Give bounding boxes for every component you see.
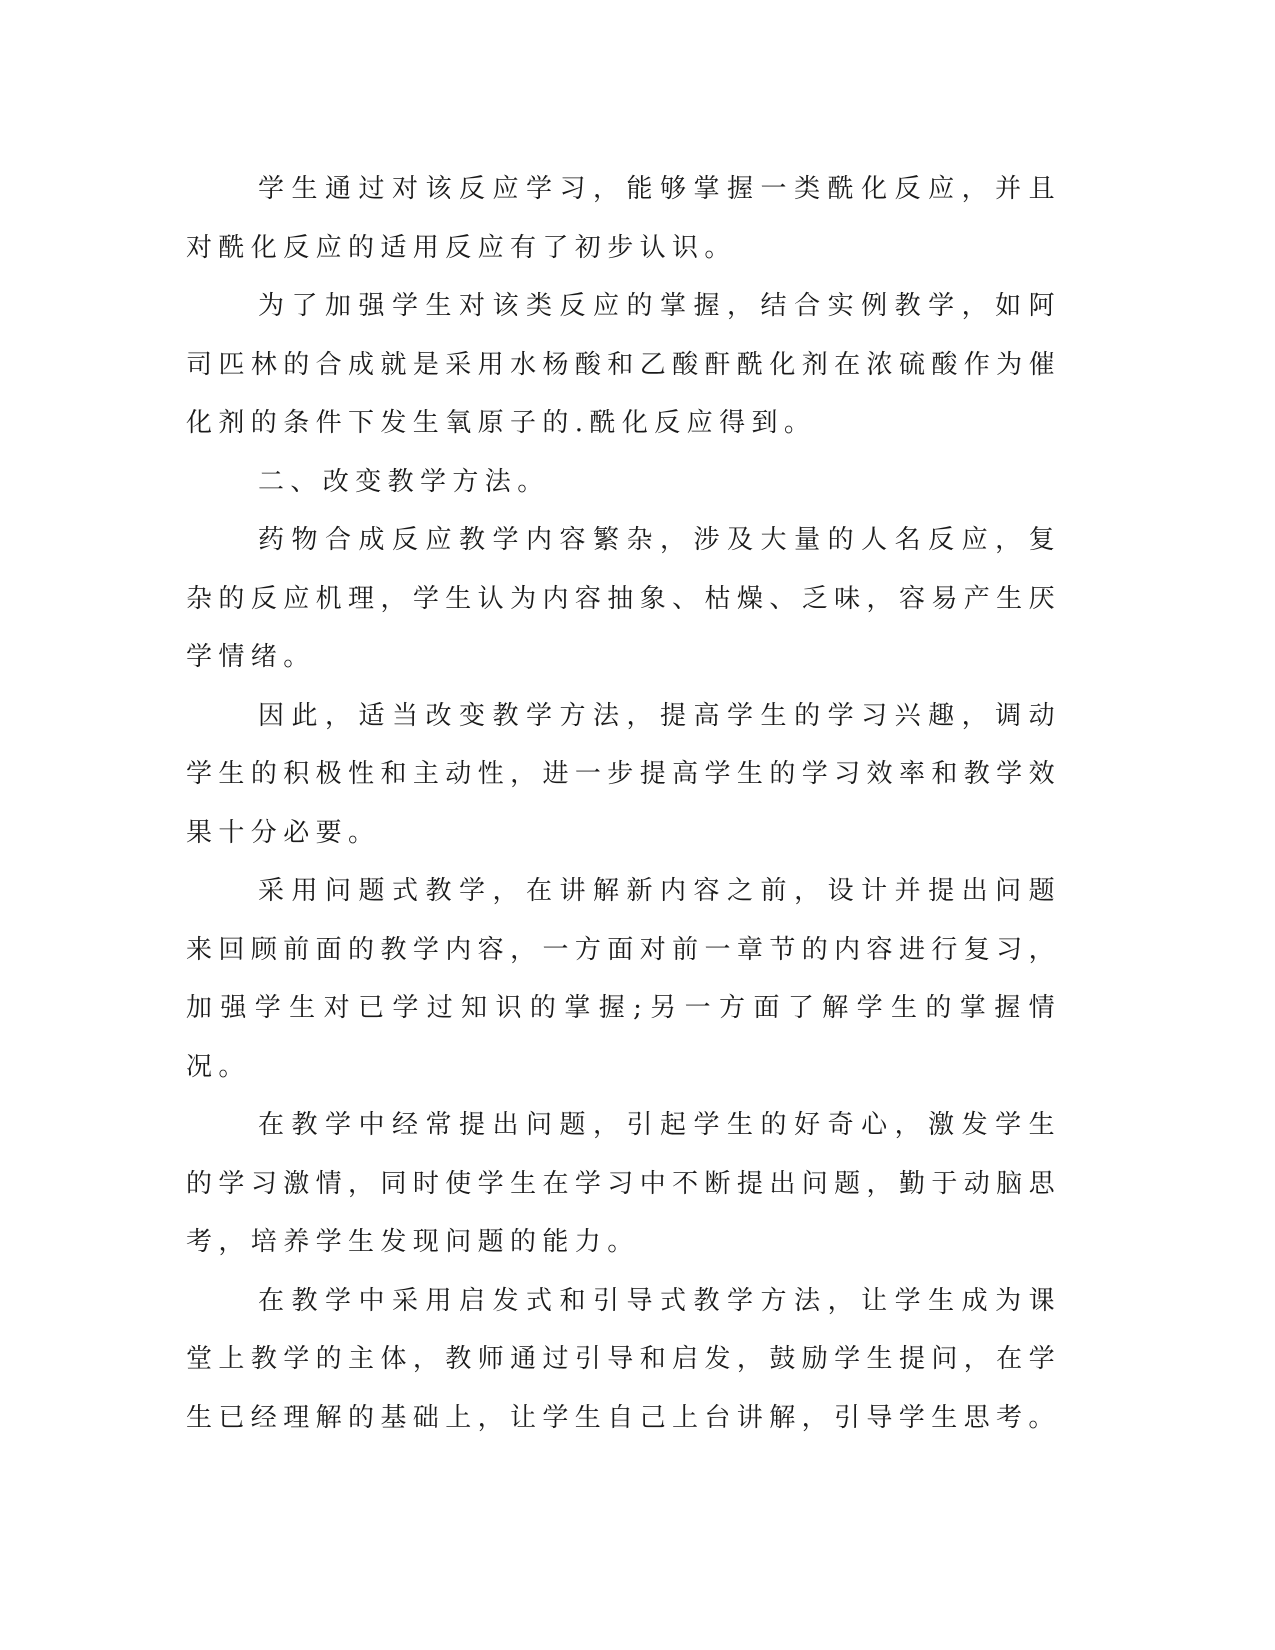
paragraph-heuristic-teaching: 在教学中采用启发式和引导式教学方法，让学生成为课堂上教学的主体，教师通过引导和启发，鼓励学生提问，在学生已经理解的基础上，让学生自己上台讲解，引导学生思考。	[186, 1285, 1061, 1433]
paragraph-question-teaching: 采用问题式教学，在讲解新内容之前，设计并提出问题来回顾前面的教学内容，一方面对前一章节的内容进行复习，加强学生对已学过知识的掌握;另一方面了解学生的掌握情况。	[186, 876, 1061, 1082]
document-body	[186, 160, 1061, 1447]
paragraph-asking-questions: 在教学中经常提出问题，引起学生的好奇心，激发学生的学习激情，同时使学生在学习中不断提出问题，勤于动脑思考，培养学生发现问题的能力。	[186, 1110, 1061, 1257]
paragraph-change-method: 因此，适当改变教学方法，提高学生的学习兴趣，调动学生的积极性和主动性，进一步提高学生的学习效率和教学效果十分必要。	[186, 700, 1061, 848]
paragraph-aspirin-example: 为了加强学生对该类反应的掌握，结合实例教学，如阿司匹林的合成就是采用水杨酸和乙酸酐酰化剂在浓硫酸作为催化剂的条件下发生氧原子的.酰化反应得到。	[186, 291, 1061, 438]
section-heading-teaching-method: 二、改变教学方法。	[258, 466, 550, 497]
paragraph-acylation-summary: 学生通过对该反应学习，能够掌握一类酰化反应，并且对酰化反应的适用反应有了初步认识。	[186, 174, 1061, 263]
paragraph-content-complexity: 药物合成反应教学内容繁杂，涉及大量的人名反应，复杂的反应机理，学生认为内容抽象、枯燥、乏味，容易产生厌学情绪。	[186, 525, 1061, 672]
